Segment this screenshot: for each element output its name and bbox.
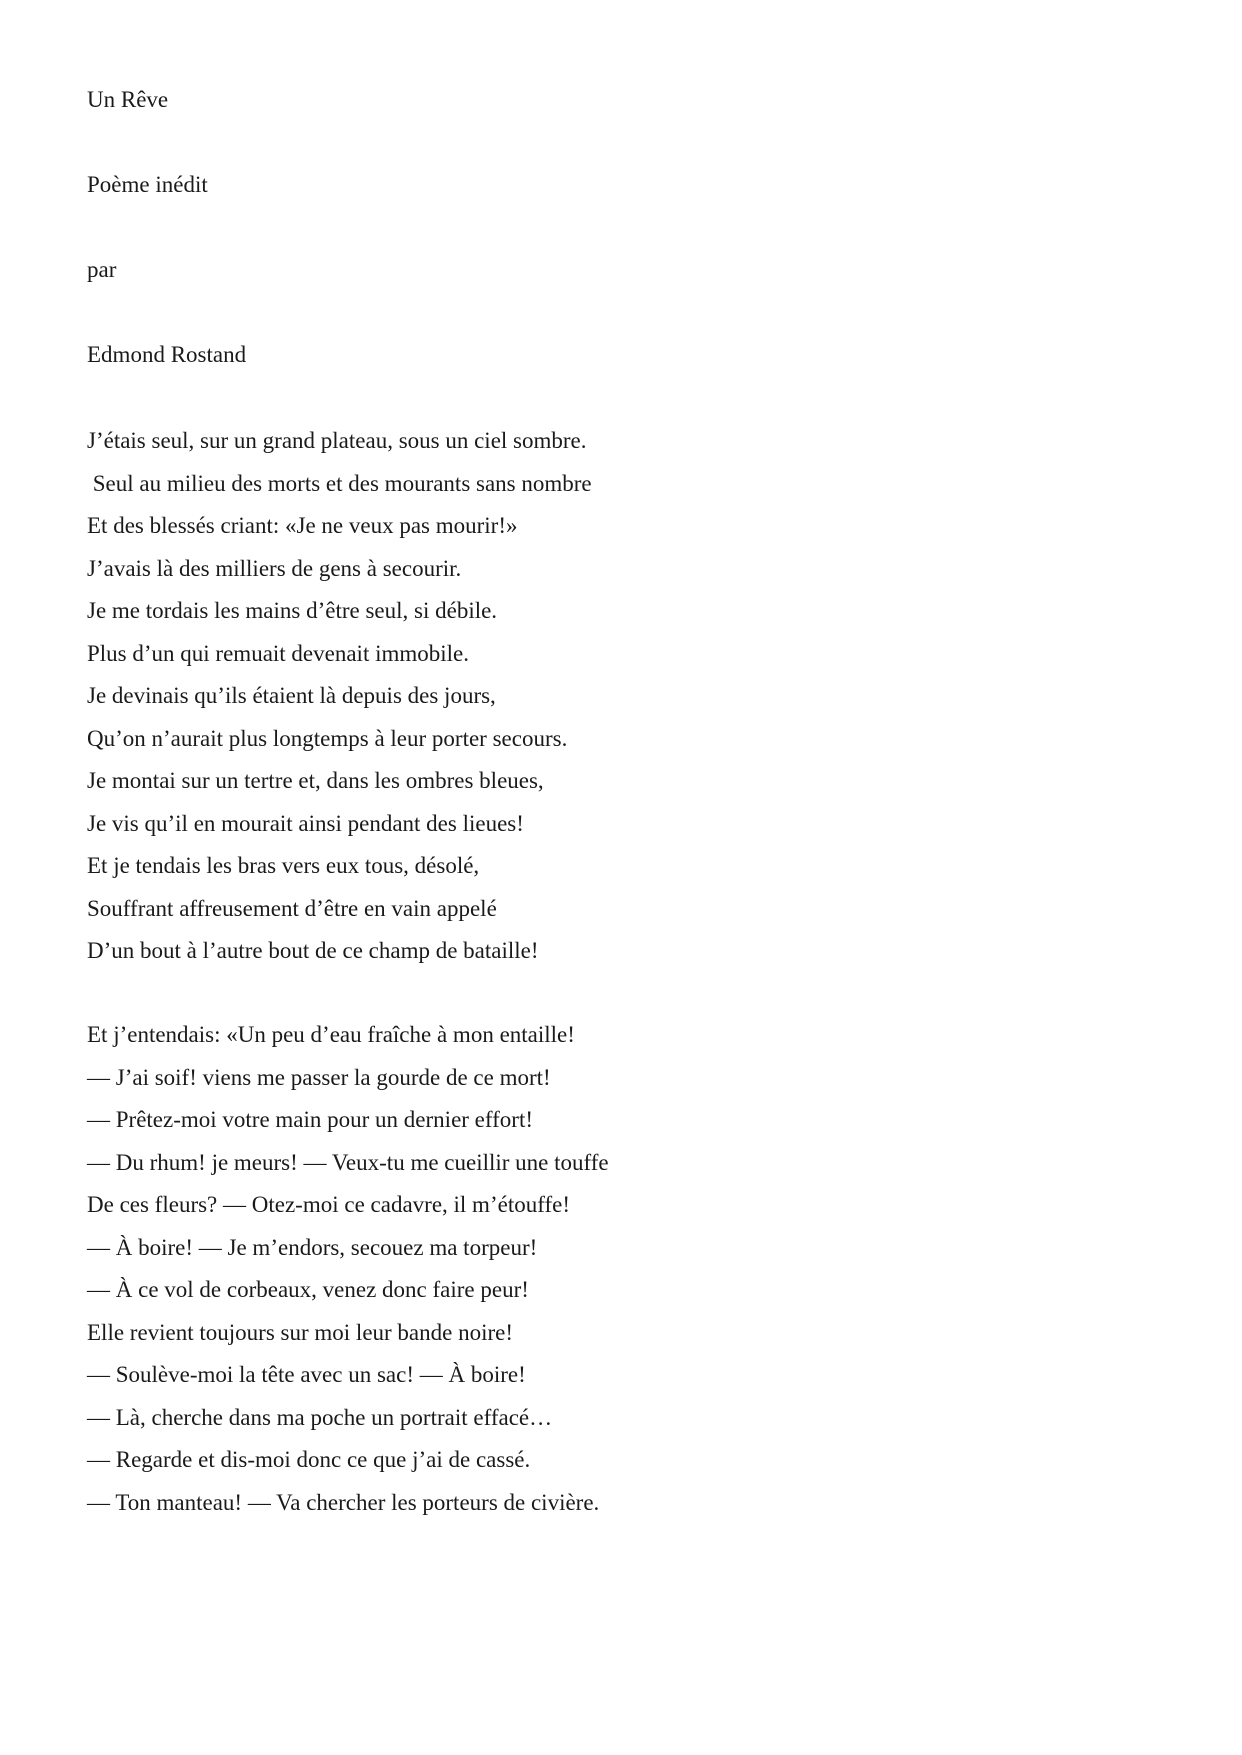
verse-line: — Là, cherche dans ma poche un portrait effacé… [87,1404,553,1430]
verse-line: Et des blessés criant: «Je ne veux pas mourir!» [87,513,518,538]
verse-line: — À boire! — Je m’endors, secouez ma torpeur! [87,1234,538,1260]
verse-line: Souffrant affreusement d’être en vain appelé [87,895,497,921]
verse-line: Et je tendais les bras vers eux tous, désolé, [87,853,480,878]
verse-line: J’étais seul, sur un grand plateau, sous un ciel sombre. [87,428,587,453]
verse-line: — Du rhum! je meurs! — Veux-tu me cueillir une touffe [87,1149,609,1175]
verse-line: Elle revient toujours sur moi leur bande noire! [87,1319,514,1345]
verse-line: — J’ai soif! viens me passer la gourde de ce mort! [87,1064,551,1090]
stanza-1 [87,426,592,979]
verse-line: — Ton manteau! — Va chercher les porteurs de civière. [87,1489,600,1515]
byline-label: par [87,257,117,282]
stanza-2 [87,1020,609,1530]
verse-line: — Soulève-moi la tête avec un sac! — À boire! [87,1362,526,1387]
verse-line: D’un bout à l’autre bout de ce champ de bataille! [87,938,539,963]
verse-line: — À ce vol de corbeaux, venez donc faire peur! [87,1277,529,1302]
verse-line: — Prêtez-moi votre main pour un dernier effort! [87,1107,534,1132]
verse-line: J’avais là des milliers de gens à secourir. [87,555,462,581]
poem-subtitle: Poème inédit [87,172,208,197]
verse-line: — Regarde et dis-moi donc ce que j’ai de cassé. [87,1447,531,1472]
verse-line: De ces fleurs? — Otez-moi ce cadavre, il m’étouffe! [87,1192,570,1217]
verse-line: Je vis qu’il en mourait ainsi pendant des lieues! [87,810,524,836]
verse-line: Qu’on n’aurait plus longtemps à leur porter secours. [87,725,568,751]
verse-line: Seul au milieu des morts et des mourants sans nombre [87,470,592,496]
verse-line: Et j’entendais: «Un peu d’eau fraîche à mon entaille! [87,1022,575,1047]
verse-line: Je devinais qu’ils étaient là depuis des jours, [87,683,496,708]
verse-line: Je me tordais les mains d’être seul, si débile. [87,598,498,623]
verse-line: Plus d’un qui remuait devenait immobile. [87,640,469,666]
poem-title: Un Rêve [87,87,169,112]
verse-line: Je montai sur un tertre et, dans les ombres bleues, [87,768,544,793]
author-name: Edmond Rostand [87,342,247,367]
